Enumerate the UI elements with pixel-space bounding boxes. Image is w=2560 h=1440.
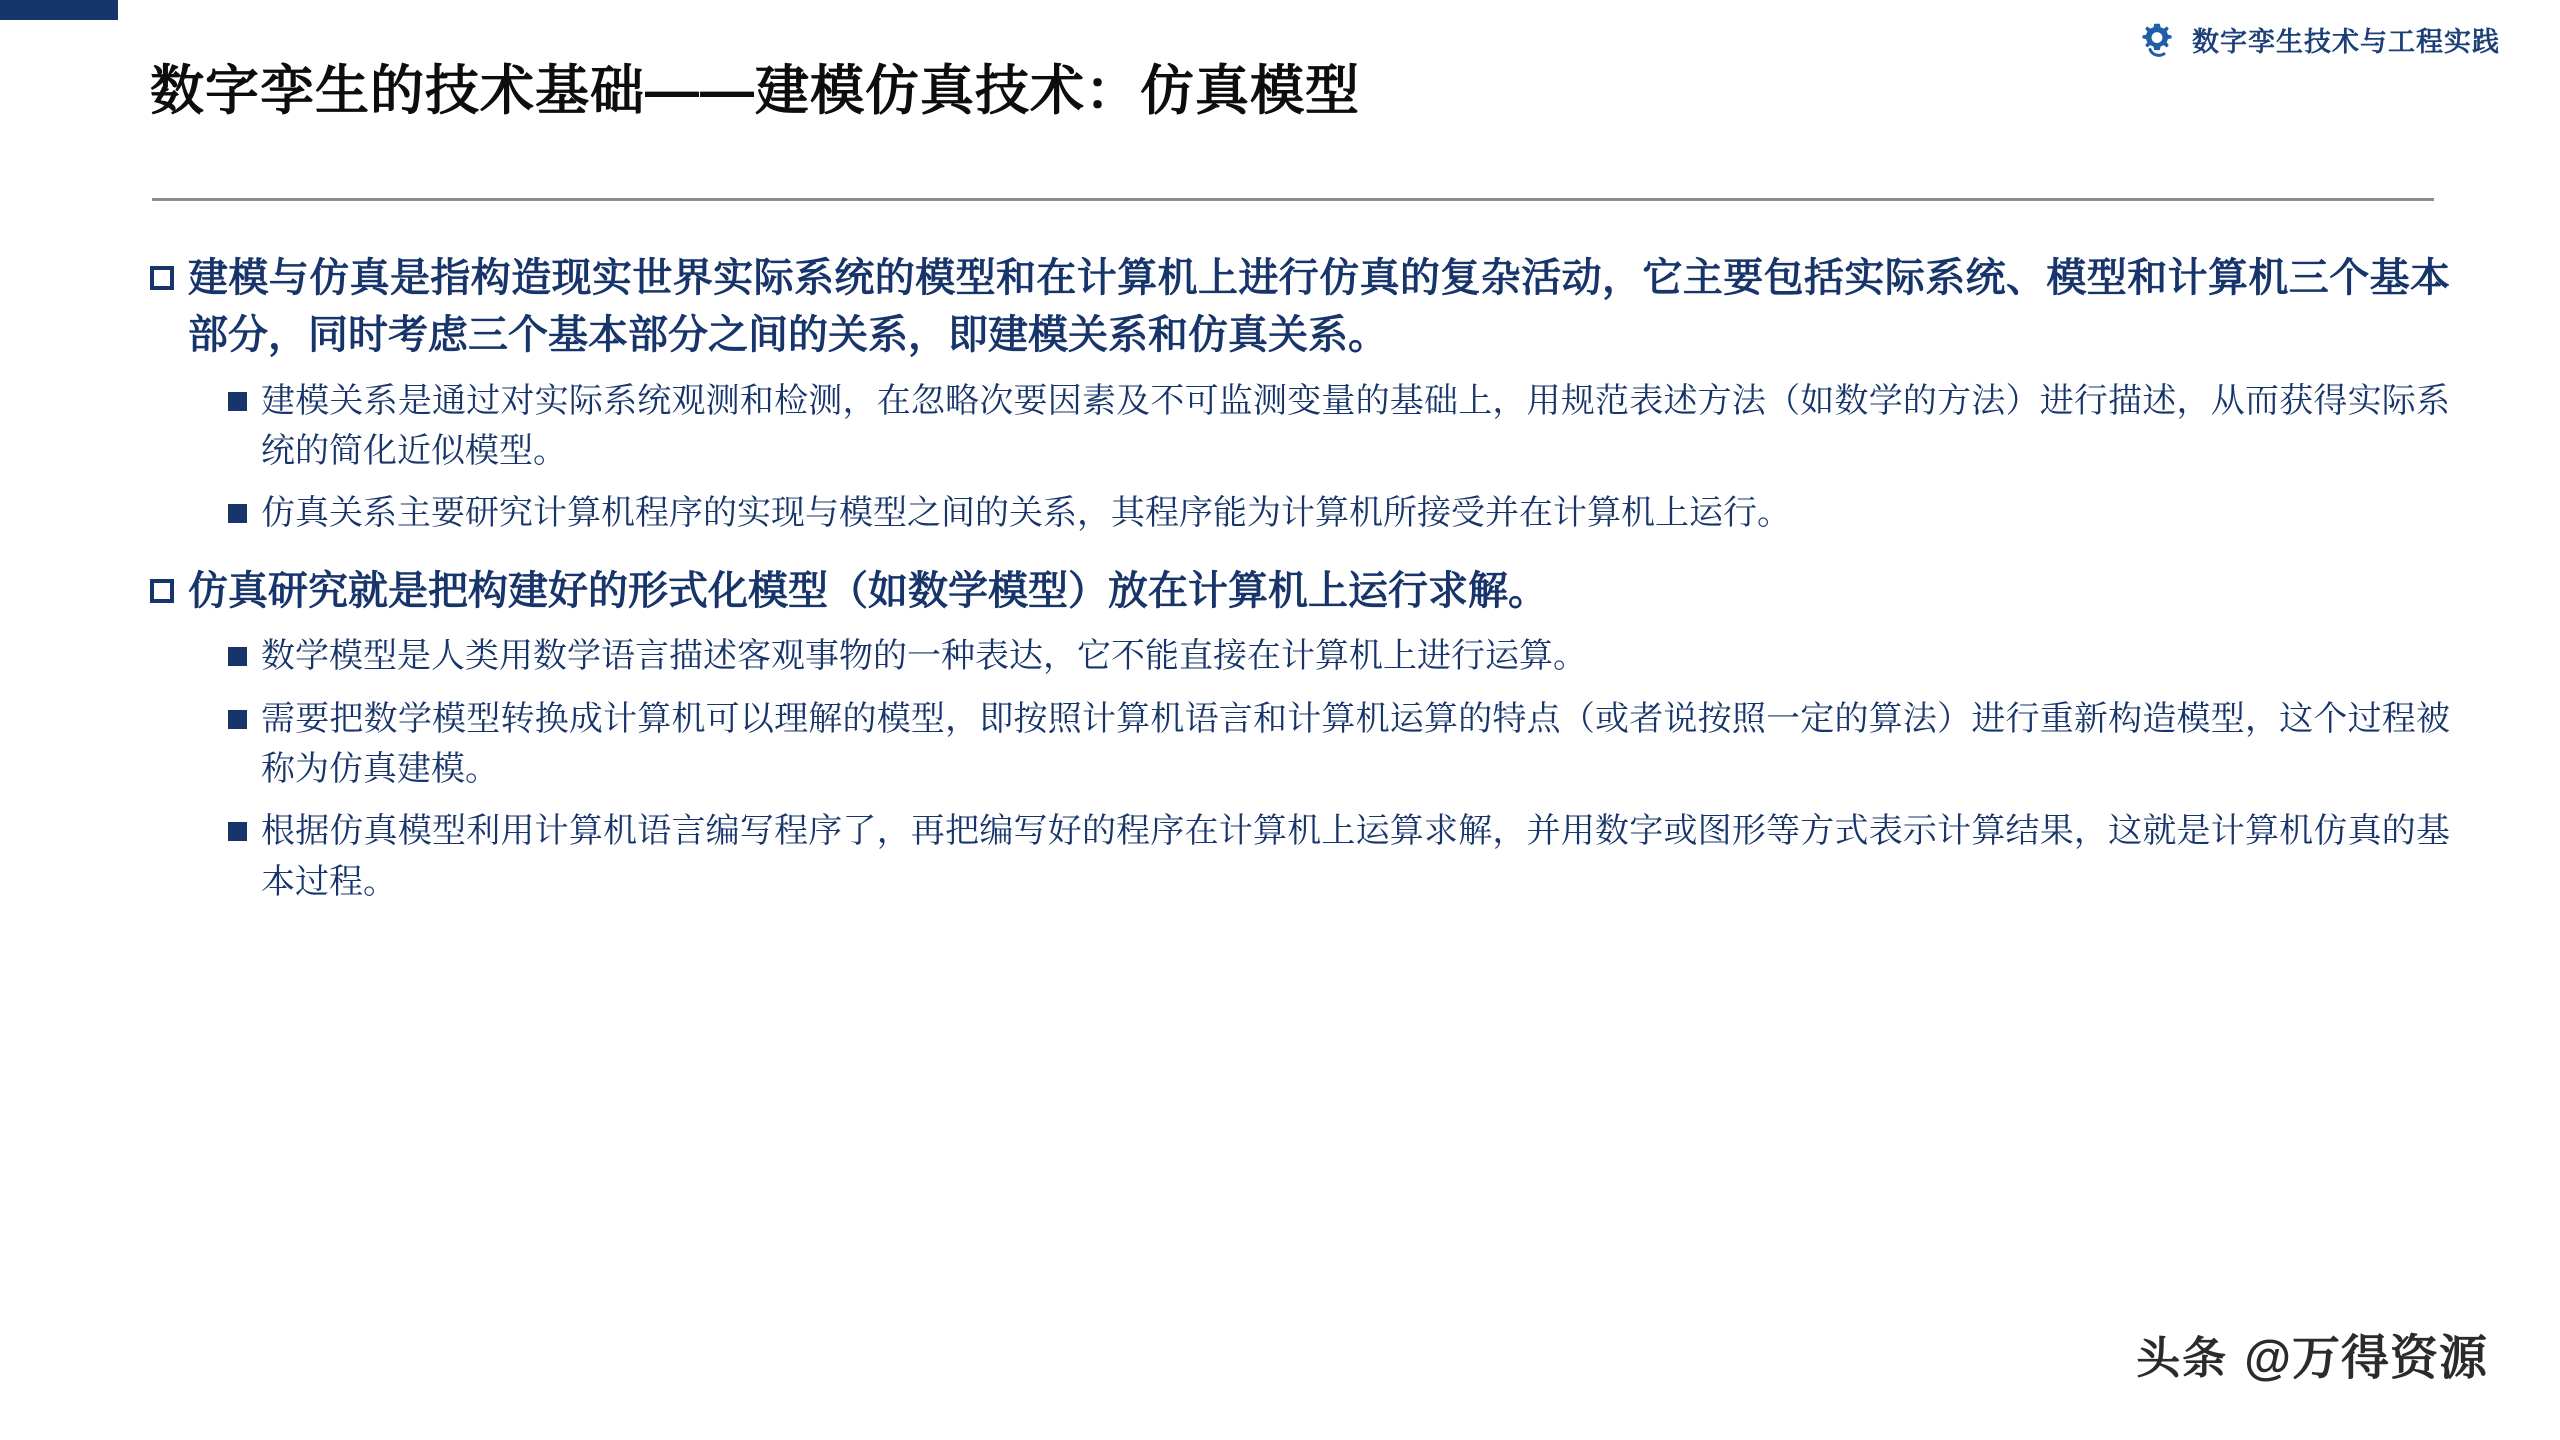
bullet-level2: [228, 376, 2450, 477]
watermark-logo: 头条: [2136, 1333, 2229, 1383]
bullet-text: 仿真研究就是把构建好的形式化模型（如数学模型）放在计算机上运行求解。: [188, 568, 1548, 613]
top-accent-bar: [0, 0, 118, 20]
watermark-text: @万得资源: [2244, 1332, 2488, 1385]
filled-square-bullet-icon: [228, 822, 247, 841]
bullet-text: 建模关系是通过对实际系统观测和检测，在忽略次要因素及不可监测变量的基础上，用规范表述方法（如数学的方法）进行描述，从而获得实际系统的简化近似模型。: [261, 381, 2450, 470]
hollow-square-bullet-icon: [150, 579, 174, 603]
bullet-text: 仿真关系主要研究计算机程序的实现与模型之间的关系，其程序能为计算机所接受并在计算机上运行。: [261, 494, 1791, 533]
bullet-level2: [228, 631, 2450, 681]
title-divider: [152, 198, 2434, 201]
page-title: 数字孪生的技术基础——建模仿真技术：仿真模型: [150, 61, 1360, 121]
filled-square-bullet-icon: [228, 647, 247, 666]
bullet-level1: [150, 563, 2450, 620]
gear-icon: [2136, 18, 2178, 60]
filled-square-bullet-icon: [228, 504, 247, 523]
bullet-level1: [150, 250, 2450, 364]
spacer: [150, 551, 2450, 563]
bullet-level2: [228, 806, 2450, 907]
filled-square-bullet-icon: [228, 710, 247, 729]
bullet-level2: [228, 694, 2450, 795]
hollow-square-bullet-icon: [150, 266, 174, 290]
brand-name: 数字孪生技术与工程实践: [2192, 26, 2500, 57]
filled-square-bullet-icon: [228, 392, 247, 411]
bullet-level2: [228, 488, 2450, 538]
bullet-text: 建模与仿真是指构造现实世界实际系统的模型和在计算机上进行仿真的复杂活动，它主要包括实际系统、模型和计算机三个基本部分，同时考虑三个基本部分之间的关系，即建模关系和仿真关系。: [188, 256, 2450, 357]
slide-body: [150, 250, 2450, 919]
watermark: [2136, 1319, 2488, 1388]
brand-block: [2136, 18, 2500, 60]
bullet-text: 数学模型是人类用数学语言描述客观事物的一种表达，它不能直接在计算机上进行运算。: [261, 637, 1587, 676]
bullet-text: 根据仿真模型利用计算机语言编写程序了，再把编写好的程序在计算机上运算求解，并用数字或图形等方式表示计算结果，这就是计算机仿真的基本过程。: [261, 812, 2450, 901]
bullet-text: 需要把数学模型转换成计算机可以理解的模型，即按照计算机语言和计算机运算的特点（或者说按照一定的算法）进行重新构造模型，这个过程被称为仿真建模。: [261, 699, 2450, 788]
